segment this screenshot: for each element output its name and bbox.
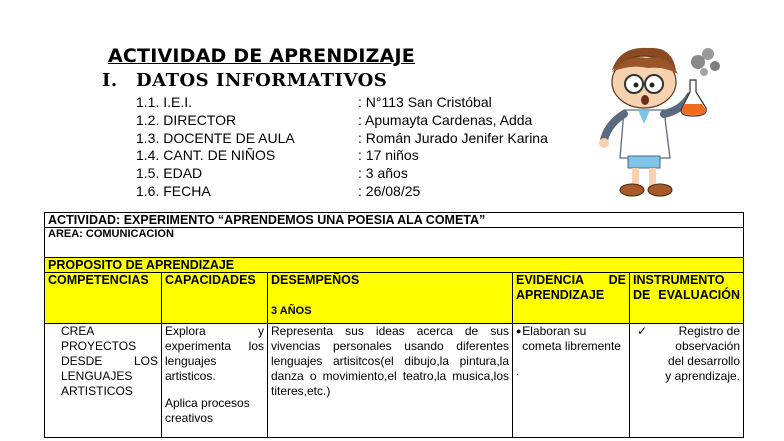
header-competencias: COMPETENCIAS [45, 273, 162, 324]
scientist-kid-illustration [590, 40, 730, 202]
table-row [45, 324, 744, 438]
info-value: : 26/08/25 [358, 182, 421, 199]
info-list [136, 94, 548, 201]
section-title: DATOS INFORMATIVOS [136, 70, 388, 91]
info-label: 1.3. DOCENTE DE AULA [136, 129, 295, 146]
header-desempenos-cell [268, 273, 513, 324]
capacidad-2: Aplica procesos creativos [165, 396, 250, 425]
evidencia-item [516, 324, 626, 354]
cell-competencia: CREA PROYECTOS DESDE LOS LENGUAJES ARTISTICOS [45, 324, 162, 438]
info-label: 1.4. CANT. DE NIÑOS [136, 147, 276, 164]
purpose-row [45, 258, 744, 273]
cell-instrumento [630, 324, 744, 438]
instrumento-item [633, 324, 740, 384]
cell-desempeno: Representa sus ideas acerca de sus vivencias personales usando diferentes lenguajes artisitcos(el dibujo,la pintura,la danza o movimiento,el teatro,la musica,los titeres,etc.) [268, 324, 513, 438]
page-title: ACTIVIDAD DE APRENDIZAJE [108, 45, 415, 67]
info-value: : Román Jurado Jenifer Karina [358, 129, 548, 146]
info-row-edad [136, 165, 548, 183]
info-value: : N°113 San Cristóbal [358, 94, 492, 110]
check-icon: ✓ [637, 324, 648, 338]
info-row-iei [136, 94, 548, 112]
info-value: : Apumayta Cardenas, Adda [358, 111, 533, 128]
table-header-row [45, 273, 744, 324]
activity-row [45, 213, 744, 228]
header-desempenos: DESEMPEÑOS [271, 273, 360, 287]
info-row-docente [136, 130, 548, 148]
evidencia-text: Elaboran su cometa libremente [522, 324, 621, 353]
info-row-director [136, 112, 548, 130]
header-capacidades: CAPACIDADES [162, 273, 268, 324]
info-value: : 17 niños [358, 147, 419, 164]
cell-capacidades [162, 324, 268, 438]
section-heading [102, 70, 387, 91]
cell-evidencia [513, 324, 630, 438]
activity-table [44, 212, 744, 438]
info-label: 1.2. DIRECTOR [136, 111, 237, 128]
section-number: I. [102, 70, 118, 91]
info-label: 1.5. EDAD [136, 165, 203, 182]
area-name: AREA: COMUNICACION [45, 228, 744, 258]
area-row [45, 228, 744, 258]
purpose-heading: PROPOSITO DE APRENDIZAJE [45, 258, 744, 273]
info-row-cantidad [136, 147, 548, 165]
info-label: 1.6. FECHA [136, 182, 211, 199]
evidencia-dot: . [516, 364, 520, 378]
capacidad-1: Explora y experimenta los lenguajes artisticos. [165, 324, 264, 383]
info-row-fecha [136, 183, 548, 201]
info-value: : 3 años [358, 165, 408, 182]
info-label: 1.1. I.E.I. [136, 94, 193, 110]
header-desempenos-age: 3 AÑOS [271, 305, 312, 317]
header-instrumento: INSTRUMENTO DE EVALUACIÓN [630, 273, 744, 324]
instrumento-text: Registro de observación del desarrollo y aprendizaje. [665, 324, 740, 383]
header-evidencia: EVIDENCIA DE APRENDIZAJE [513, 273, 630, 324]
activity-name: ACTIVIDAD: EXPERIMENTO “APRENDEMOS UNA POESIA ALA COMETA” [45, 213, 744, 228]
bullet-icon: ● [516, 326, 522, 336]
